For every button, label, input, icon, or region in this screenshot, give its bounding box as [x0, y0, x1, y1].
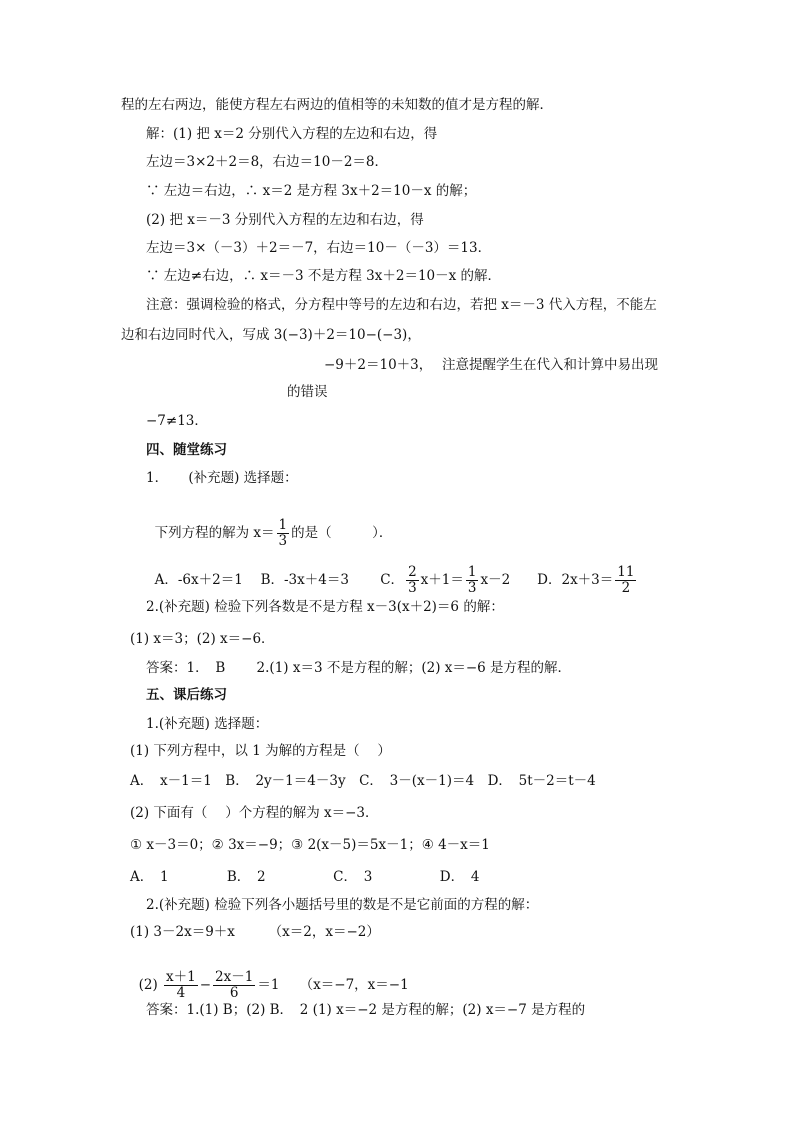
text-line: ① x－3＝0；② 3x＝−9；③ 2(x－5)＝5x－1；④ 4－x＝1 [130, 837, 490, 853]
fraction [466, 565, 479, 596]
text-segment: x＋1＝ [420, 572, 464, 588]
text-segment: x－2 D．2x＋3＝ [480, 572, 614, 588]
fraction [213, 970, 255, 1001]
text-line: (2) 把 x＝－3 分别代入方程的左边和右边，得 [146, 212, 424, 228]
text-line: 答案：1． B 2.(1) x＝3 不是方程的解；(2) x＝−6 是方程的解． [146, 660, 572, 676]
denominator: 6 [229, 985, 239, 1001]
text-line: 左边＝3×（－3）＋2＝－7，右边＝10－（－3）＝13． [146, 240, 492, 256]
options-line [146, 547, 638, 596]
numerator: 1 [467, 564, 477, 580]
section-heading: 五、课后练习 [146, 687, 227, 703]
text-line: 程的左右两边，能使方程左右两边的值相等的未知数的值才是方程的解． [121, 97, 553, 113]
text-line: ∵ 左边＝右边，∴ x＝2 是方程 3x＋2＝10－x 的解； [146, 183, 477, 199]
numerator: x＋1 [166, 969, 196, 985]
numerator: 2x－1 [215, 969, 254, 985]
text-line: A． x－1＝1 B． 2y－1＝4－3y C． 3－(x－1)＝4 D． 5t－2＝t－4 [130, 773, 596, 789]
text-line: −9＋2＝10＋3， [324, 357, 433, 373]
text-segment: (2) [138, 977, 158, 993]
text-line: 的错误 [287, 384, 328, 400]
denominator: 3 [408, 580, 417, 596]
text-line: ∵ 左边≠右边，∴ x＝－3 不是方程 3x＋2＝10－x 的解． [146, 268, 502, 284]
fraction [406, 565, 419, 596]
denominator: 3 [467, 580, 477, 596]
text-segment: − [199, 977, 212, 993]
text-line: (1) x＝3；(2) x＝−6． [130, 631, 275, 647]
text-line: (1) 3－2x＝9＋x （x＝2，x＝−2） [130, 924, 380, 940]
fraction [615, 565, 636, 596]
text-segment: ＝1 （x＝−7，x＝−1 [257, 977, 409, 993]
denominator: 3 [278, 533, 288, 549]
text-line: (2) 下面有（ ）个方程的解为 x＝−3． [130, 805, 379, 821]
numerator: 2 [408, 564, 417, 580]
text-line: 左边＝3×2＋2＝8，右边＝10－2＝8． [146, 154, 389, 170]
question-line [146, 500, 392, 549]
text-line: 解：(1) 把 x＝2 分别代入方程的左边和右边，得 [146, 126, 438, 142]
text-line: 注意提醒学生在代入和计算中易出现 [442, 357, 658, 373]
text-line: 1． (补充题) 选择题： [146, 470, 298, 486]
text-segment: A．-6x＋2＝1 B．-3x＋4＝3 C． [154, 572, 405, 588]
denominator: 4 [176, 985, 186, 1001]
text-segment: 的是（ ）． [291, 525, 393, 541]
denominator: 2 [621, 580, 631, 596]
numerator: 11 [617, 564, 635, 580]
text-line: 1.(补充题) 选择题： [146, 716, 269, 732]
text-line: A． 1 B． 2 C． 3 D． 4 [130, 869, 480, 885]
text-line: 边和右边同时代入，写成 3(−3)＋2＝10−(−3)， [121, 327, 421, 343]
text-line: 答案：1.(1) B；(2) B． 2 (1) x＝−2 是方程的解；(2) x＝−7 是方程的 [146, 1002, 586, 1018]
text-line: 2.(补充题) 检验下列各数是不是方程 x－3(x＋2)＝6 的解： [146, 599, 504, 615]
fraction [277, 518, 290, 549]
text-line: 注意：强调检验的格式，分方程中等号的左边和右边，若把 x＝－3 代入方程，不能左 [146, 297, 657, 313]
text-segment: 下列方程的解为 x＝ [154, 525, 275, 541]
equation-line [130, 952, 409, 1001]
numerator: 1 [278, 517, 288, 533]
text-line: 2.(补充题) 检验下列各小题括号里的数是不是它前面的方程的解： [146, 897, 539, 913]
text-line: −7≠13． [146, 413, 208, 429]
fraction [164, 970, 198, 1001]
text-line: (1) 下列方程中，以 1 为解的方程是（ ） [130, 743, 391, 759]
section-heading: 四、随堂练习 [146, 442, 227, 458]
